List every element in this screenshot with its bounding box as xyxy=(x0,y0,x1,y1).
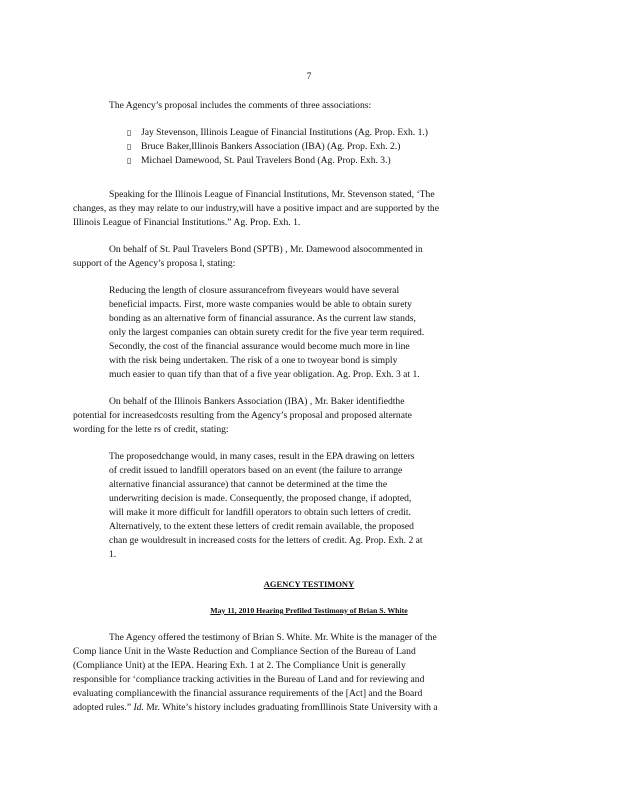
bullet-icon: ▯ xyxy=(127,128,132,137)
page-number: 7 xyxy=(306,71,312,82)
white-paragraph-last-line: adopted rules.” Id. Mr. White’s history includes graduating fromIllinois State University with a xyxy=(73,702,438,713)
bullet-icon: ▯ xyxy=(127,142,132,151)
list-item: ▯ Jay Stevenson, Illinois League of Financial Institutions (Ag. Prop. Exh. 1.) xyxy=(127,127,428,138)
list-item: ▯ Bruce Baker,Illinois Bankers Association (IBA) (Ag. Prop. Exh. 2.) xyxy=(127,141,401,152)
baker-quote: The proposedchange would, in many cases, result in the EPA drawing on letters of credit issued to landfill operators based on an event (the failure to arrange alternative financial assurance) that cannot be determined at the time the underwriting decision is made. Consequently, the proposed change, if adopted, will make it more difficult for landfill operators to obtain such letters of credit. Alternatively, to the extent these letters of credit remain available, the proposed chan ge wouldresult in increased costs for the letters of credit. Ag. Prop. Exh. 2 at 1. xyxy=(109,451,423,560)
damewood-paragraph: On behalf of St. Paul Travelers Bond (SPTB) , Mr. Damewood alsocommented in support of the Agency’s proposa l, stating: xyxy=(73,244,423,269)
baker-paragraph: On behalf of the Illinois Bankers Association (IBA) , Mr. Baker identifiedthe potential for increasedcosts resulting from the Agency’s proposal and proposed alternate wording for the lette rs of credit, stating: xyxy=(73,396,412,435)
section-heading: AGENCY TESTIMONY xyxy=(263,579,355,589)
intro-paragraph: The Agency’s proposal includes the comments of three associations: xyxy=(109,100,372,111)
white-paragraph: The Agency offered the testimony of Brian S. White. Mr. White is the manager of the Comp liance Unit in the Waste Reduction and Compliance Section of the Bureau of Land (Compliance Unit) at the IEPA. Hearing Exh. 1 at 2. The Compliance Unit is generally responsible for ‘compliance tracking activities in the Bureau of Land and for reviewing and evaluating compliancewith the financial assurance requirements of the [Act] and the Board adopted rules.” Id. Mr. White’s history includes graduating fromIllinois State University with a xyxy=(73,631,533,715)
stevenson-paragraph: Speaking for the Illinois League of Financial Institutions, Mr. Stevenson stated, ‘The changes, as they may relate to our industry,will have a positive impact and are supported by the Illinois League of Financial Institutions.” Ag. Prop. Exh. 1. xyxy=(73,189,439,228)
section-subheading: May 11, 2010 Hearing Prefiled Testimony of Brian S. White xyxy=(210,606,408,615)
association-list xyxy=(127,126,428,168)
bullet-icon: ▯ xyxy=(127,156,132,165)
damewood-quote: Reducing the length of closure assurancefrom fiveyears would have several beneficial impacts. First, more waste companies would be able to obtain surety bonding as an alternative form of financial assurance. As the current law stands, only the largest companies can obtain surety credit for the five year term required. Secondly, the cost of the financial assurance would become much more in line with the risk being undertaken. The risk of a one to twoyear bond is simply much easier to quan tify than that of a five year obligation. Ag. Prop. Exh. 3 at 1. xyxy=(109,285,425,380)
list-item: ▯ Michael Damewood, St. Paul Travelers Bond (Ag. Prop. Exh. 3.) xyxy=(127,155,391,166)
